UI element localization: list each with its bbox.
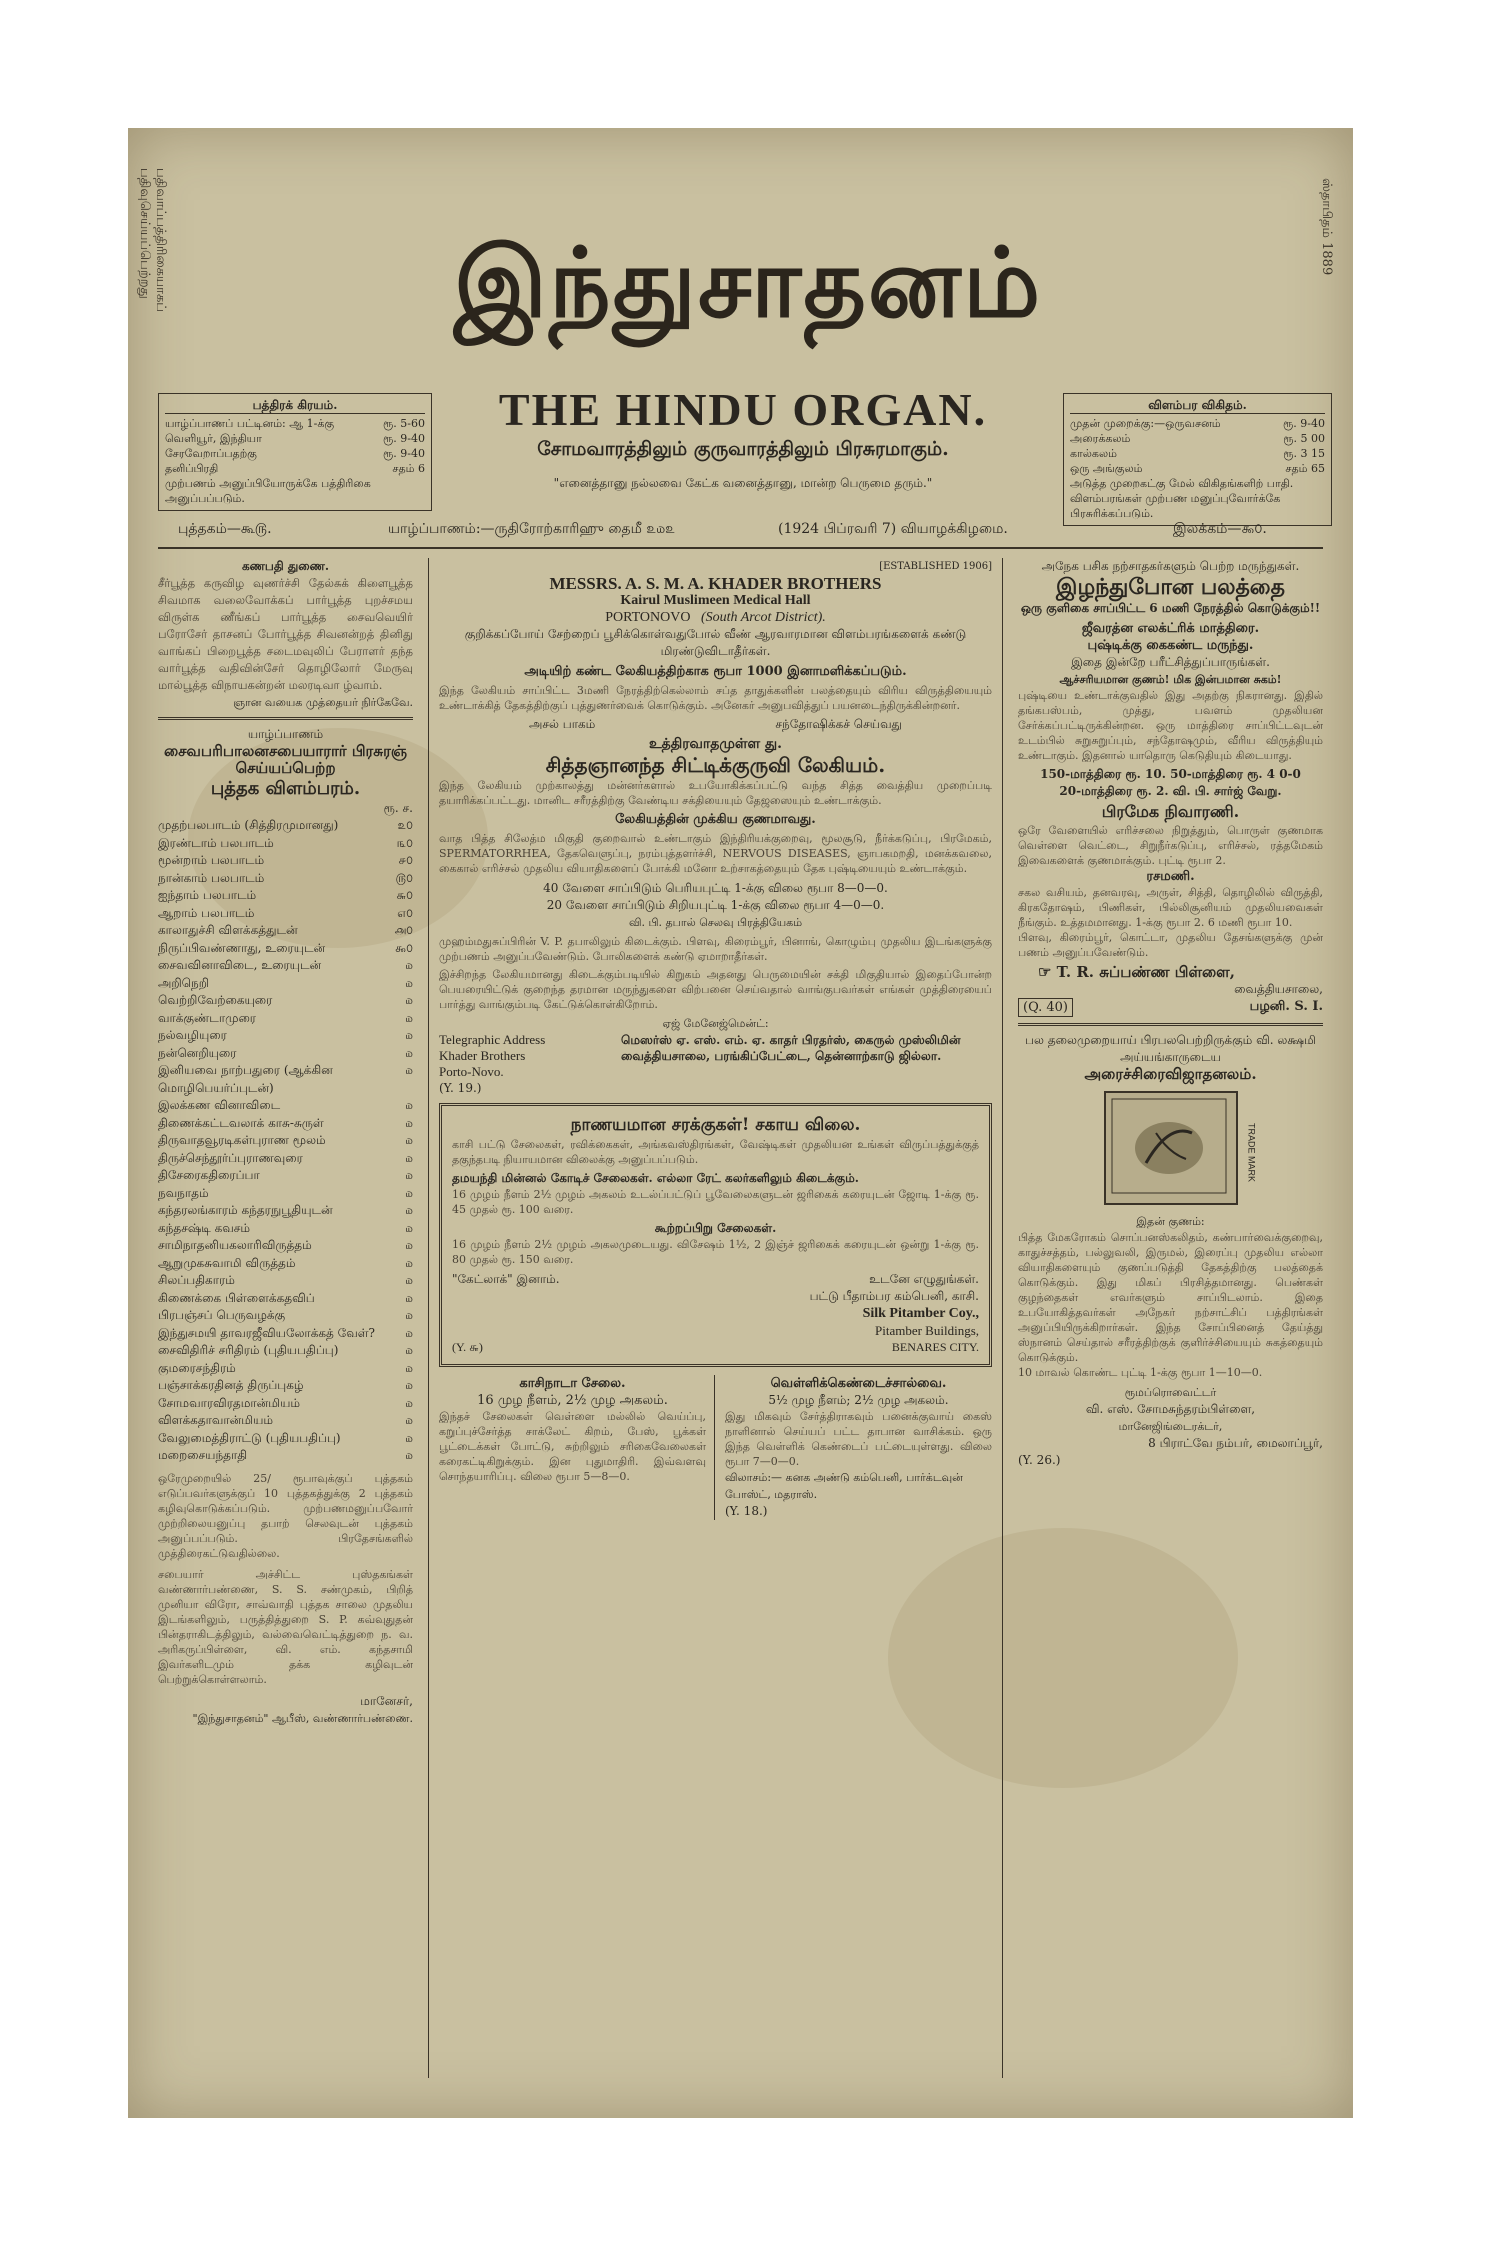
book-title: கந்தசஷ்டி கவசம் xyxy=(158,1220,251,1235)
book-title: விளக்கதாவான்மியம் xyxy=(158,1413,274,1427)
book-price: ௰ xyxy=(405,1063,413,1077)
issue-number: இலக்கம்—௯௦. xyxy=(1173,521,1267,537)
oil-owner: வி. எஸ். சோமசுந்தரம்பிள்ளை, xyxy=(1085,1402,1256,1416)
bulk-discount-notice: ஒரேமுறையில் 25/ ரூபாவுக்குப் புத்தகம் எடுப்பவர்களுக்குப் 10 புத்தகத்துக்கு 2 புத்தகம் கழிவுகொடுக்கப்படும். முற்பணமனுப்பவோர் முற்றிலையனுப்பு தபாற் செலவுடன் புத்தகம் அனுப்பப்படும். பிரதேசங்களில் முத்திரைகட்டுவதில்லை. xyxy=(158,1471,413,1560)
oil-price: 10 மாவல் கொண்ட புட்டி 1-க்கு ரூபா 1—10—0. xyxy=(1018,1366,1263,1379)
bottom-ads-row xyxy=(439,1375,992,1520)
ad-reference-y26: (Y. 26.) xyxy=(1018,1453,1061,1467)
book-title: வெற்றிவேற்கையுரை xyxy=(158,993,273,1007)
ad-reference-q40: (Q. 40) xyxy=(1018,998,1073,1017)
advert-rate-row: முதன் முறைக்கு:—ஒருவசனம் ரூ. 9-40 xyxy=(1070,417,1325,430)
oil-owner-role: மானேஜிங்டைரக்டர், xyxy=(1118,1420,1223,1433)
poem-credit: ஞான வயைக முத்தையர் நிர்கேவே. xyxy=(233,696,413,709)
book-price: ௰ xyxy=(405,1430,413,1445)
silk-line-3: 16 முழம் நீளம் 2½ முழம் அகலமுடையது. விசேஷம் 1½, 2 இஞ்ச் ஜரிகைக் கரையுடன் ஒன்று 1-க்கு ரூ. 80 முதல் ரூ. 150 வரை. xyxy=(452,1238,979,1266)
book-title: நல்வழியுரை xyxy=(158,1028,227,1042)
book-list-item xyxy=(158,1115,413,1133)
book-price: ௰ xyxy=(405,1273,413,1287)
pills-tagline: புஷ்டிக்கு கைகண்ட மருந்து. xyxy=(1087,638,1254,653)
issue-bar xyxy=(158,513,1323,549)
book-price: ௰ xyxy=(405,1255,413,1270)
book-price: ௫௦ xyxy=(395,870,413,885)
saree-title: காசிநாடா சேலை. xyxy=(519,1376,626,1391)
label-row xyxy=(439,716,992,733)
book-list-item xyxy=(158,1377,413,1395)
saree-body: இந்தச் சேலைகள் வெள்ளை மல்லில் வெய்ப்பு, கறுப்புச்சேர்த்த சாக்லேட் கிறம், பேஸ், பூக்கள் பூட்டைக்கள் போட்டு, சுற்றிலும் சரிகைவேலைகள் கரைகட்டிகிறுக்கும். இன புதுமாதிரி. இவ்வளவு சொந்தயாரிப்பு. விலை ரூபா 5—8—0. xyxy=(439,1410,706,1483)
book-price: ௰ xyxy=(405,1413,413,1427)
advert-rate-row: அரைக்கலம் ரூ. 5 00 xyxy=(1070,432,1325,445)
book-list-item xyxy=(158,1430,413,1448)
book-list-item xyxy=(158,1062,413,1097)
advert-note: அடுத்த முறைகட்கு மேல் விகிதங்களிற் பாதி. விளம்பரங்கள் முற்பண மனுப்புவோர்க்கே பிரசுரிக்கப்படும். xyxy=(1070,477,1294,520)
book-price: ௯௦ xyxy=(395,940,413,955)
book-price: ௭௦ xyxy=(397,905,413,920)
book-price: ௰ xyxy=(405,1168,413,1182)
book-price: ௰ xyxy=(405,1203,413,1217)
book-list-item xyxy=(158,1150,413,1168)
pills-subheading: ஒரு குளிகை சாப்பிட்ட 6 மணி நேரத்தில் கொடுக்கும்!! xyxy=(1020,601,1321,615)
left-registration-note: பதிவாப்பத்திரிகையாகப் பதிவுசெய்யப்பெற்றது xyxy=(137,168,168,312)
book-list-item xyxy=(158,1237,413,1255)
catalog-row xyxy=(452,1271,979,1288)
book-list-item xyxy=(158,940,413,958)
book-list-item xyxy=(158,1097,413,1115)
book-list-item xyxy=(158,905,413,923)
subscription-rates-box xyxy=(158,393,432,511)
pills-body: புஷ்டியை உண்டாக்குவதில் இது அதற்கு நிகரானது. இதில் தங்கபஸ்பம், முத்து, பவளம் முதலியன சேர்க்கப்பட்டிருக்கின்றன. ஒரு மாத்திரை சாப்பிட்டவுடன் உடம்பில் சுறுசுறுப்பும், சந்தோஷமும், வீரிய விருத்தியும் உண்டாகும். இதனால் யாதொரு கெடுதியும் கிடையாது. xyxy=(1018,689,1323,762)
subscription-box-title: பத்திரக் கிரயம். xyxy=(165,398,425,414)
pills-product: ஜீவரத்ன எலக்ட்ரிக் மாத்திரை. xyxy=(1081,621,1260,636)
leaf-emblem-icon xyxy=(1106,1093,1232,1199)
ad-body-5: இச்சிறந்த லேகியமானது கிடைக்கும்படியில் கிறுகம் அதனது பெருமையின் சக்தி மிகுதியால் இதைப்போன்ற பெயரையிட்டுக் குறைந்த தரமான மருந்துகளை விற்பனை செய்வதால் வாங்குபவர்கள் எங்கள் முத்திரையைப் பார்த்து வாங்கும்படி கேட்டுக்கொள்கிறோம். xyxy=(439,968,992,1011)
book-price: ௰ xyxy=(405,1220,413,1235)
saree-size: 16 முழ நீளம், 2½ முழ அகலம். xyxy=(477,1393,668,1408)
book-price: ௰ xyxy=(405,1150,413,1165)
shawl-advert xyxy=(725,1375,992,1520)
book-title: கிணைக்கை பிள்ளைக்கதவிப் xyxy=(158,1290,315,1305)
subscription-note: முற்பணம் அனுப்பியோருக்கே பத்திரிகை அனுப்பப்படும். xyxy=(165,477,371,505)
office-address: "இந்துசாதனம்" ஆபீஸ், வண்ணார்பண்ணை. xyxy=(192,1711,413,1725)
shawl-size: 5½ முழ நீளம்; 2½ முழ அகலம். xyxy=(768,1393,949,1407)
currency-header: ரூ. ச. xyxy=(383,801,413,815)
kurunji-heading: கூற்றப்பிறு சேலைகள். xyxy=(654,1221,777,1235)
subscription-row: யாழ்ப்பாணப் பட்டினம்: ஆ 1-க்கு ரூ. 5-60 xyxy=(165,417,425,430)
trademark-label: TRADE MARK xyxy=(1246,1123,1257,1183)
ad-lead-in: குறிக்கப்போய் சேற்றைப் பூசிக்கொள்வதுபோல் வீண் ஆரவாரமான விளம்பரங்களைக் கண்டு மிரண்டுவிடாதீர்கள். xyxy=(464,627,967,658)
silk-line-1: தமயந்தி மின்னல் கோடிச் சேலைகள். எல்லா ரேட் கலர்களிலும் கிடைக்கும். xyxy=(452,1171,859,1185)
seller-shop: வைத்தியசாலை, xyxy=(1234,982,1323,996)
firm-town: PORTONOVO xyxy=(605,610,691,625)
oil-qualities-label: இதன் குணம்: xyxy=(1136,1215,1205,1228)
book-title: ஐந்தாம் பலபாடம் xyxy=(158,888,257,902)
firm-name: MESSRS. A. S. M. A. KHADER BROTHERS xyxy=(549,574,882,593)
established-note: [ESTABLISHED 1906] xyxy=(879,561,992,572)
guarantee-kicker: உத்திரவாதமுள்ள து. xyxy=(648,736,783,752)
seller-row xyxy=(1018,964,1323,981)
book-price: ௰ xyxy=(405,1045,413,1060)
catalog-note: உடனே எழுதுங்கள். xyxy=(869,1272,979,1286)
oil-intro: பல தலைமுறையாய் பிரபலபெற்றிருக்கும் வி. லக்ஷமி அய்யங்காருடைய xyxy=(1025,1033,1316,1064)
seller-place: பழனி. S. I. xyxy=(1249,999,1323,1014)
subscription-row: தனிப்பிரதி சதம் 6 xyxy=(165,462,425,475)
book-list-item xyxy=(158,1325,413,1343)
book-price: ௬௦ xyxy=(396,888,413,902)
ad-reference-3: (Y. 18.) xyxy=(725,1504,768,1518)
motto: "எனைத்தானு நல்லவை கேட்க வனைத்தானு, மான்ற பெருமை தரும்." xyxy=(553,476,933,490)
pills-price-2: 20-மாத்திரை ரூ. 2. வி. பி. சார்ஜ் வேறு. xyxy=(1059,784,1282,798)
book-title: மறைசையந்தாதி xyxy=(158,1448,248,1462)
book-price: ௰ xyxy=(405,1010,413,1025)
book-price: ௰ xyxy=(405,1308,413,1322)
ad-body-2: இந்த லேகியம் முற்காலத்து மன்னர்களால் உபயோகிக்கப்பட்டு வந்த சித்த வைத்திய முறைப்படி தயாரிக்கப்பட்டது. மானிட சரீரத்திற்கு வேண்டிய சக்தியையும் தேஜஸையும் உண்டாக்கும். xyxy=(439,779,992,807)
hand-pointer-icon: ☞ xyxy=(1038,963,1057,981)
oil-address: 8 பிராட்வே நம்பர், மைலாப்பூர், xyxy=(1148,1436,1323,1450)
book-price: ௰ xyxy=(405,1115,413,1130)
shawl-title: வெள்ளிக்கெண்டைச்சால்வை. xyxy=(770,1376,947,1391)
silk-body: காசி பட்டு சேலைகள், ரவிக்கைகள், அங்கவஸ்திரங்கள், வேஷ்டிகள் முதலியன உங்கள் விருப்பத்துக்குத் தகுந்தபடி நியாயமான விலைக்கு அனுப்பப்படும். xyxy=(452,1138,979,1166)
book-title: சைவவினாவிடை, உரையுடன் xyxy=(158,958,322,972)
ad-body-4: முஹம்மதுசுப்பிரின் V. P. தபாலிலும் கிடைக்கும். பிளவு, கிரைம்பூர், பினாங், கொழும்பு முதலிய இடங்களுக்கு முற்பணம் அனுப்பவேண்டும். போலிகளைக் கண்டு ஏமாறாதீர்கள். xyxy=(439,935,992,963)
book-list-item xyxy=(158,870,413,888)
book-price: ௰ xyxy=(405,1028,413,1042)
book-list-item xyxy=(158,1220,413,1238)
catalog-free: "கேட்லாக்" இனாம். xyxy=(452,1272,560,1286)
book-title: வேலுமைத்திராட்டு (புதியபதிப்பு) xyxy=(158,1430,341,1445)
invocation: கணபதி துணை. xyxy=(241,559,330,573)
book-title: நிருப்பிவண்ணாது, உரையுடன் xyxy=(158,940,326,955)
rasamani-body: சகல வசியம், தனவரவு, அருள், சித்தி, தொழிலில் விருத்தி, கிரகதோஷம், பிணிகள், பில்லிசூனியம் முதலியவைகள் நீங்கும். உத்தமமானது. 1-க்கு ரூபா 2. 6 மணி ரூபா 10. xyxy=(1018,886,1323,929)
seller-name: T. R. சுப்பண்ண பிள்ளை, xyxy=(1056,963,1235,981)
publisher-name: சைவபரிபாலனசபையாரார் பிரசுரஞ் செய்யப்பெற்ற xyxy=(164,742,407,777)
book-list-item xyxy=(158,1412,413,1430)
book-price: ௰ xyxy=(405,1098,413,1112)
pills-heading: இழந்துபோன பலத்தை xyxy=(1056,574,1285,600)
pills-intro: அநேக பசிக நற்சாதகர்களும் பெற்ற மருந்துகள். xyxy=(1041,559,1300,573)
book-list-item xyxy=(158,1447,413,1465)
price-large: 40 வேளை சாப்பிடும் பெரியபுட்டி 1-க்கு விலை ரூபா 8—0—0. xyxy=(543,881,888,895)
book-list-item xyxy=(158,1010,413,1028)
tamil-firm-address: மெஸர்ஸ் ஏ. எஸ். எம். ஏ. காதர் பிரதர்ஸ், கைருல் முஸ்லிமின் வைத்தியசாலை, பரங்கிப்பேட்டை, தென்னாற்காடு ஜில்லா. xyxy=(621,1033,961,1063)
silk-building: Pitamber Buildings, xyxy=(875,1323,979,1338)
ad-body-1: இந்த லேகியம் சாப்பிட்ட 3மணி நேரத்திற்கெல்லாம் சப்த தாதுக்களின் பலத்தையும் விரிய விருத்தியையும் உண்டாக்கித் தேகத்திற்குப் புத்துணர்வைக் கொடுக்கும். அனேகர் அனுபவித்துப் பயனடைந்திருக்கின்றனர். xyxy=(439,684,992,712)
publication-days: சோமவாரத்திலும் குருவாரத்திலும் பிரசுரமாகும். xyxy=(537,438,949,460)
seller-footer xyxy=(1018,998,1323,1017)
oil-owner-label: ரூமப்ரொவைட்டர் xyxy=(1124,1386,1217,1399)
firm-location xyxy=(439,609,992,626)
book-price: ௰ xyxy=(405,1343,413,1357)
column-right xyxy=(1018,558,1323,2078)
book-price: ௩௦ xyxy=(397,835,413,850)
issue-date-tamil: யாழ்ப்பாணம்:—ருதிரோற்காரிஹு தைமீ ௨௰௨ xyxy=(388,521,676,537)
book-title: சிலப்பதிகாரம் xyxy=(158,1273,235,1287)
book-list-item xyxy=(158,817,413,835)
book-title: திருவாதவூரடிகள்புராண மூலம் xyxy=(158,1133,326,1147)
firm-district: (South Arcot District). xyxy=(700,610,826,625)
subscription-row: சேரவேறாப்பதற்கு ரூ. 9-40 xyxy=(165,447,425,460)
reward-line: அடியிற் கண்ட லேகியத்திற்காக ரூபா 1000 இனாமளிக்கப்படும். xyxy=(524,664,907,679)
silk-advertisement xyxy=(439,1103,992,1367)
silk-line-2: 16 முழம் நீளம் 2½ முழம் அகலம் உடல்ப்பட்டுப் பூவேலைகளுடன் ஜரிகைக் கரையுடன் ஜோடி 1-க்கு ரூ. 45 முதல் ரூ. 100 வரை. xyxy=(452,1188,979,1216)
saree-advert xyxy=(439,1375,715,1520)
publisher-place: யாழ்ப்பாணம் xyxy=(247,727,324,741)
silk-footer-row xyxy=(452,1339,979,1356)
book-price: ௰ xyxy=(405,1325,413,1340)
book-title: சோமவாரவிரதமான்மியம் xyxy=(158,1395,301,1410)
remedy-body: ஒரே வேளையில் எரிச்சலை நிறுத்தும், பொருள் குணமாக வெள்ளை வெட்டை, சிறுநீர்கடுப்பு, எரிச்சல், ரத்தமேகம் இவைகளைக் குணமாக்கும். புட்டி ரூபா 2. xyxy=(1018,824,1323,867)
book-list-item xyxy=(158,922,413,940)
book-title: முதற்பலபாடம் (சித்திரமுமானது) xyxy=(158,818,339,832)
shawl-address: விலாசம்:— கனக அண்டு கம்பெனி, பார்க்டவுன் போஸ்ட், மதராஸ். xyxy=(725,1471,963,1501)
book-price: ௰ xyxy=(405,1238,413,1252)
issue-date-english: (1924 பிப்ரவரி 7) வியாழக்கிழமை. xyxy=(778,521,1008,537)
book-price: ௰ xyxy=(405,1290,413,1305)
book-list-item xyxy=(158,887,413,905)
book-list-item xyxy=(158,1290,413,1308)
book-list-item xyxy=(158,1045,413,1063)
book-list-item xyxy=(158,1342,413,1360)
original-label: அசல் பாகம் xyxy=(529,717,596,731)
pills-test-line: இதை இன்றே பரீட்சித்துப்பாருங்கள். xyxy=(1071,655,1270,669)
book-price: ௰ xyxy=(405,1378,413,1392)
silk-company-tamil: பட்டு பீதாம்பர கம்பெனி, காசி. xyxy=(809,1289,979,1303)
remedy-heading: பிரமேக நிவாரணி. xyxy=(1101,802,1240,821)
advert-box-title: விளம்பர விகிதம். xyxy=(1070,398,1325,414)
column-left xyxy=(158,558,413,2078)
book-title: அறிநெறி xyxy=(158,975,210,990)
book-price: ௨௦ xyxy=(397,818,413,832)
book-list-item xyxy=(158,957,413,975)
book-title: இலக்கண வினாவிடை xyxy=(158,1098,281,1112)
address-block xyxy=(439,1032,992,1080)
book-title: இரண்டாம் பலபாடம் xyxy=(158,835,274,850)
book-list-item xyxy=(158,1027,413,1045)
invocation-poem: சீர்பூத்த கருவிழ வுணர்ச்சி தேல்சுக் கிளைபூத்த சிவமாக வலைவோக்கப் பார்பூத்த புறச்சமய விருள்க ணீங்கப் பார்பூத்த சைவவெயிர் பரோசேர் தாசனப் போர்பூத்த சிவனன்றத் தினிது வாங்கப் பிறைபூத்த சடைமவுலிப் பேராளர் தந்த வார்பூத்த வதிவின்சேர் தொழிலோர் மேருவு மால்பூத்த விநாயகன்றன் மலரடிவா ழ்வாம். xyxy=(158,576,413,692)
book-title: இனியவை நாற்பதுரை (ஆக்கின மொழிபெயர்ப்புடன்) xyxy=(158,1063,333,1095)
volume-number: புத்தகம்—கூ௫. xyxy=(178,521,272,537)
masthead-tamil-title: இந்துசாதனம் xyxy=(453,226,1043,339)
qualities-heading: லேகியத்தின் முக்கிய குணமாவது. xyxy=(615,812,816,827)
rasamani-heading: ரசமணி. xyxy=(1146,869,1195,884)
silk-city: BENARES CITY. xyxy=(891,1340,979,1354)
book-title: நன்னெறியுரை xyxy=(158,1045,237,1060)
advert-rate-row: கால்கலம் ரூ. 3 15 xyxy=(1070,447,1325,460)
book-title: நவநாதம் xyxy=(158,1185,209,1200)
book-price: ௰ xyxy=(405,1395,413,1410)
satisfaction-label: சந்தோஷிக்கச் செய்வது xyxy=(775,717,902,731)
book-price: ௰ xyxy=(405,958,413,972)
book-title: நான்காம் பலபாடம் xyxy=(158,870,265,885)
book-title: சாமிநாதனியகலாரிவிருத்தம் xyxy=(158,1238,312,1252)
book-title: சைவிதிரிச் சரிதிரம் (புதியபதிப்பு) xyxy=(158,1343,339,1357)
book-list xyxy=(158,817,413,1465)
book-agents: சபையார் அச்சிட்ட புஸ்தகங்கள் வண்ணார்பண்ணை, S. S. சண்முகம், பிறித் முனியா விரோ, சாவ்வாதி புத்தக சாலை முதலிய இடங்களிலும், பருத்தித்துறை S. P. கவ்வுதுதன் பின்தராகிடத்திலும், வல்வைவெட்டித்துறை ந. வ. அரிகருப்பிள்ளை, வி. எம். கந்தசாமி இவர்களிடமும் தக்க கழிவுடன் பெற்றுக்கொள்ளலாம். xyxy=(158,1567,413,1686)
book-title: வாக்குண்டாமுரை xyxy=(158,1010,256,1025)
book-title: குமரைசந்திரம் xyxy=(158,1360,236,1375)
vp-note: வி. பி. தபால் செலவு பிரத்தியேகம் xyxy=(628,916,803,929)
book-title: கந்தரலங்காரம் கந்தரநுபூதியுடன் xyxy=(158,1203,333,1217)
book-title: காலாதுச்சி விளக்கத்துடன் xyxy=(158,923,298,937)
book-list-item xyxy=(158,1360,413,1378)
pills-price-1: 150-மாத்திரை ரூ. 10. 50-மாத்திரை ரூ. 4 0-0 xyxy=(1040,767,1301,781)
book-price: ௮௦ xyxy=(394,923,413,937)
advert-rates-box xyxy=(1063,393,1332,526)
book-list-item xyxy=(158,1307,413,1325)
ad-reference-1: (Y. 19.) xyxy=(439,1081,482,1095)
shawl-body: இது மிகவும் சேர்த்திராகவும் பனைக்குவாய் கைஸ் நாளினால் செய்யப் பட்ட தாபான வாசிக்கம். ஒரு இந்த வெள்ளிக் கெண்டைப் பட்டையுள்ளது. விலை ரூபா 7—0—0. xyxy=(725,1410,992,1468)
book-price: ௰ xyxy=(405,1185,413,1200)
right-established-note: ஸ்தாபிதம் 1889 xyxy=(1319,178,1334,276)
product-name: சித்தஞானந்த சிட்டிக்குருவி லேகியம். xyxy=(545,753,886,777)
book-list-item xyxy=(158,975,413,993)
manager-label: ஏஜ் மேனேஜ்மென்ட்: xyxy=(662,1017,769,1030)
book-title: திசேரைகதிரைப்பா xyxy=(158,1168,260,1182)
medical-hall: Kairul Muslimeen Medical Hall xyxy=(620,593,811,608)
overseas-note: பிளவு, கிரைம்பூர், கொட்டா, முதலிய தேசங்களுக்கு முன் பணம் அனுப்பவேண்டும். xyxy=(1018,931,1323,959)
book-price: ௪௦ xyxy=(398,853,413,867)
newspaper-page xyxy=(128,128,1353,2118)
oil-body: பித்த மேகரோகம் சொப்பனஸ்கலிதம், கண்பார்வைக்குறைவு, காதுச்சத்தம், பல்லுவலி, இருமல், இரைப்பு முதலிய எல்லா வியாதிகளையும் குணப்படுத்தி தேகத்திற்கு பலத்தைக் கொடுக்கும். இது மிகப் பிரசித்தமானது. பெண்கள் குழந்தைகள் எவர்களும் சாப்பிடலாம். இதை உபயோகித்தவர்கள் அநேகர் நற்சாட்சிப் பத்திரங்கள் அனுப்பியிருக்கிறார்கள். இந்த சோப்பினைத் தேய்த்து ஸ்நானம் செய்தால் சரீரத்திற்குக் குளிர்ச்சியையும் சுகத்தையும் கொடுக்கும். xyxy=(1018,1231,1323,1364)
pills-wonder: ஆச்சரியமான குணம்! மிக இன்பமான சுகம்! xyxy=(1059,673,1282,686)
book-title: ஆறாம் பலபாடம் xyxy=(158,905,255,920)
english-title: THE HINDU ORGAN. xyxy=(498,384,988,435)
silk-heading: நாணயமான சரக்குகள்! சகாய விலை. xyxy=(570,1115,861,1135)
column-center xyxy=(428,558,1003,2078)
ad-body-3: வாத பித்த சிலேத்ம மிகுதி குறைவால் உண்டாகும் இந்திரியக்குறைவு, மூலசூடு, நீர்க்கடுப்பு, பிரமேகம், SPERMATORRHEA, தேகவெளுப்பு, நரம்புத்தளர்ச்சி, NERVOUS DISEASES, ஞாபகமறதி, மனக்கவலை, கைகால் எரிச்சல் முதலிய வியாதிகளைப் போக்கி மனோ உற்சாகத்தையும் தேக புஷ்டியையும் உண்டாக்கும். xyxy=(439,832,992,875)
manager-title: மானேசர், xyxy=(360,1693,413,1708)
book-list-item xyxy=(158,1272,413,1290)
book-title: இந்துசமயி தாவரஜீவியலோக்கத் வேள்? xyxy=(158,1325,375,1340)
book-list-item xyxy=(158,992,413,1010)
book-price: ௰ xyxy=(405,975,413,990)
oil-heading: அரைச்சிரைவிஜாதனலம். xyxy=(1084,1065,1257,1083)
silk-company-english: Silk Pitamber Coy., xyxy=(862,1306,979,1321)
book-list-item xyxy=(158,1167,413,1185)
book-list-item xyxy=(158,1395,413,1413)
book-price: ௰ xyxy=(405,993,413,1007)
book-list-item xyxy=(158,1202,413,1220)
book-title: ஆறுமுகசுவாமி விருத்தம் xyxy=(158,1255,296,1270)
price-small: 20 வேளை சாப்பிடும் சிறியபுட்டி 1-க்கு விலை ரூபா 4—0—0. xyxy=(546,898,885,912)
subscription-row: வெளியூர், இந்தியா ரூ. 9-40 xyxy=(165,432,425,445)
book-title: பிரபஞ்சப் பெருவழக்கு xyxy=(158,1308,286,1322)
book-catalog-heading: புத்தக விளம்பரம். xyxy=(210,778,361,799)
telegraphic-address: Telegraphic Address Khader Brothers Porto-Novo. xyxy=(439,1032,546,1079)
book-title: திணைக்கட்டவலாக் காசு-சுருள் xyxy=(158,1115,324,1130)
book-list-item xyxy=(158,1255,413,1273)
ad-reference-2: (Y. ௬) xyxy=(452,1340,483,1354)
book-title: மூன்றாம் பலபாடம் xyxy=(158,853,265,867)
book-title: பஞ்சாக்கரதினத் திருப்புகழ் xyxy=(158,1378,304,1392)
book-list-item xyxy=(158,852,413,870)
book-price: ௰ xyxy=(405,1360,413,1375)
book-list-item xyxy=(158,835,413,853)
book-price: ௰ xyxy=(405,1448,413,1462)
book-list-item xyxy=(158,1132,413,1150)
book-title: திருச்செந்தூர்ப்புராணவுரை xyxy=(158,1150,303,1165)
trademark-emblem xyxy=(1104,1091,1257,1205)
masthead xyxy=(398,183,1098,383)
book-list-item xyxy=(158,1185,413,1203)
advert-rate-row: ஒரு அங்குலம் சதம் 65 xyxy=(1070,462,1325,475)
book-price: ௰ xyxy=(405,1133,413,1147)
